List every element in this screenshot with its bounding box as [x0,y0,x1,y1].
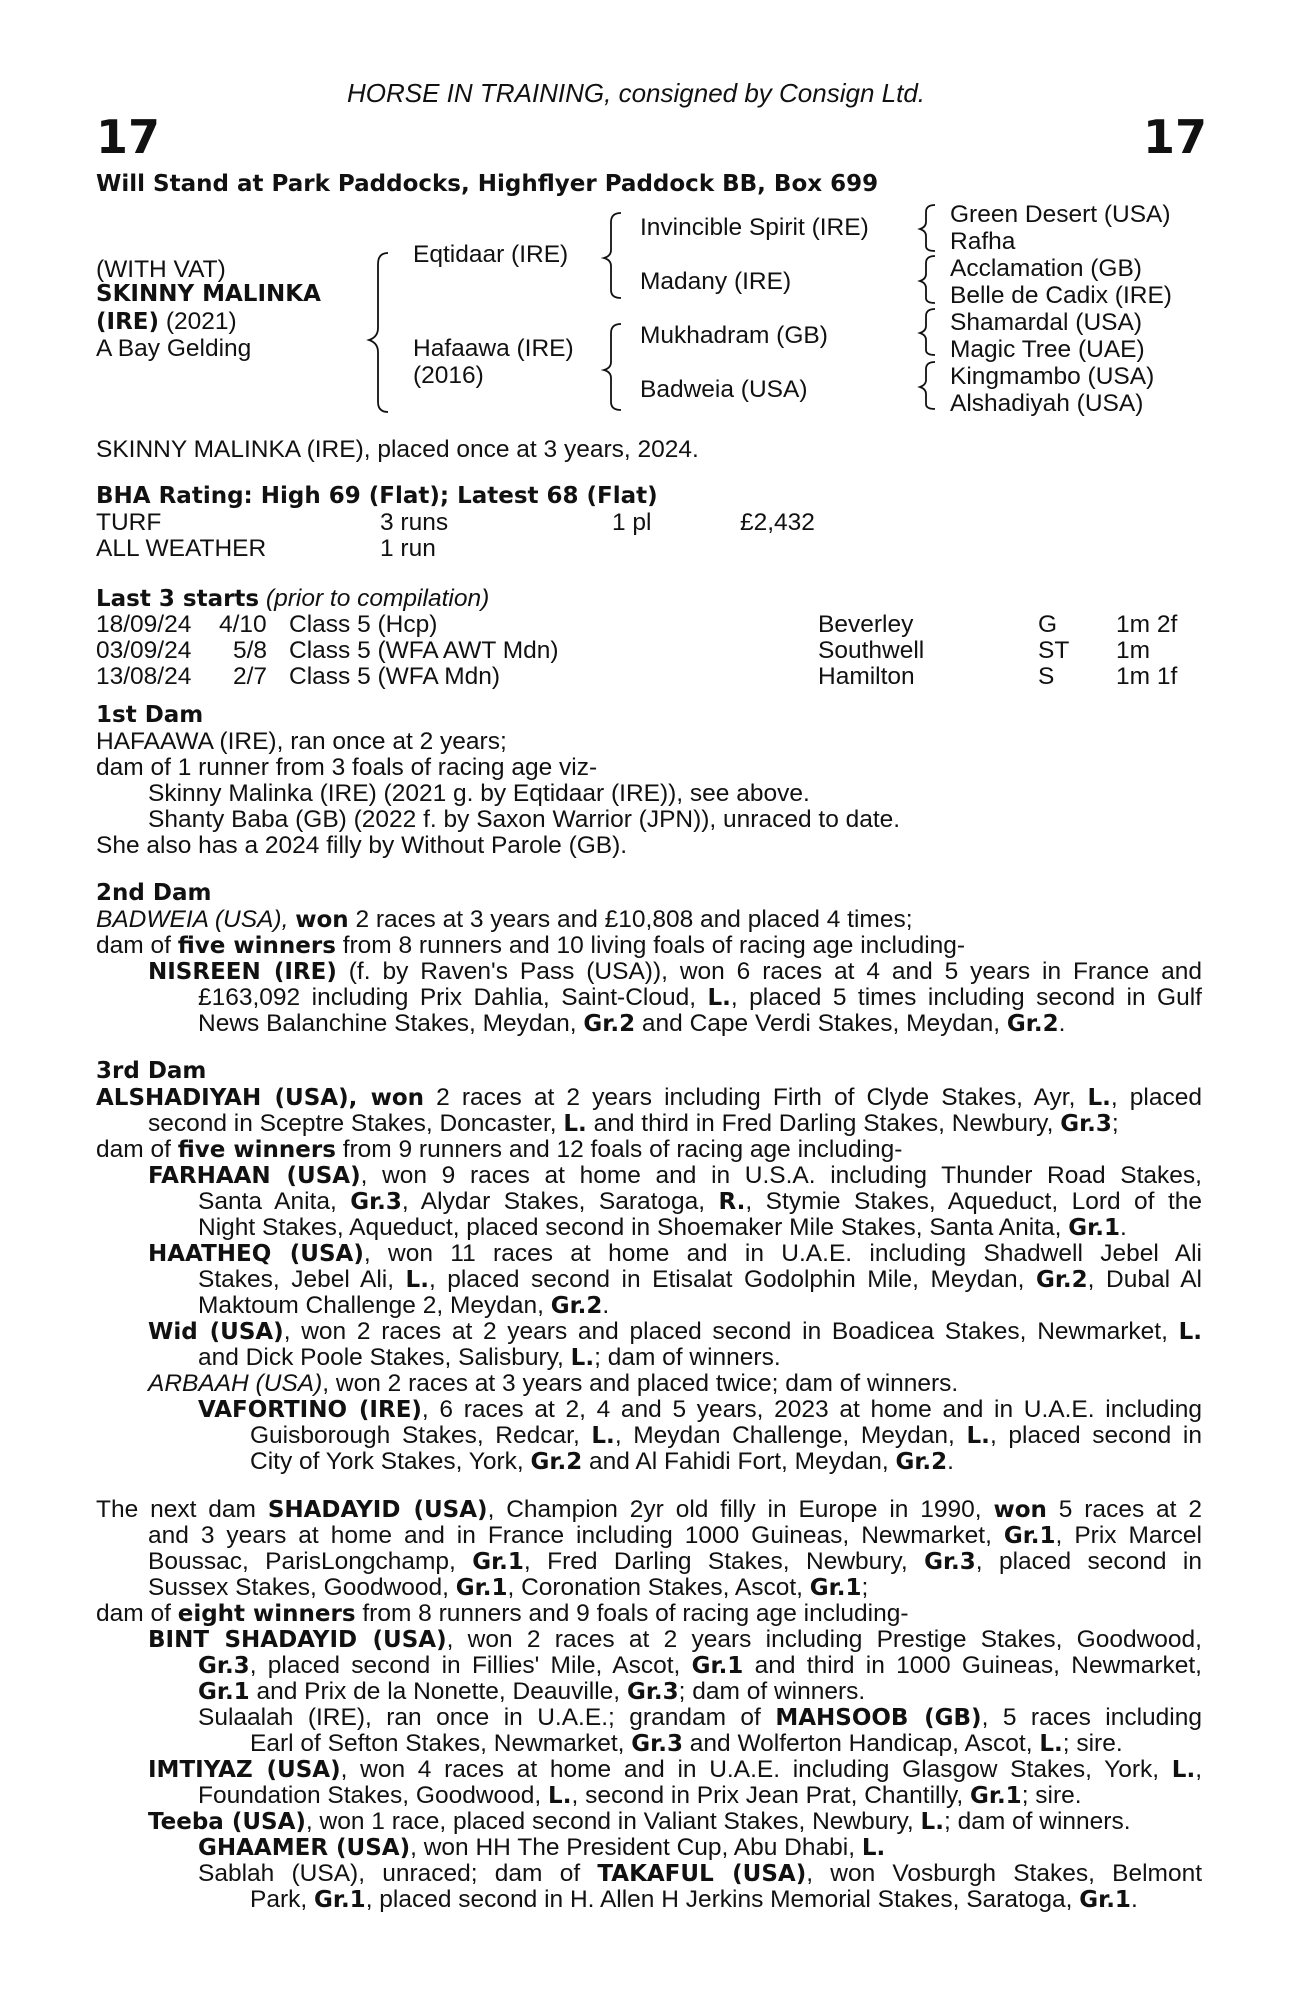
second-dam-line: BADWEIA (USA), won 2 races at 3 years and £10,808 and placed 4 times; [96,906,913,933]
second-dam-produce: News Balanchine Stakes, Meydan, Gr.2 and Cape Verdi Stakes, Meydan, Gr.2. [198,1010,1066,1037]
next-dam-produce: GHAAMER (USA), won HH The President Cup, Abu Dhabi, L. [198,1834,886,1861]
next-dam-produce: Park, Gr.1, placed second in H. Allen H Jerkins Memorial Stakes, Saratoga, Gr.1. [250,1886,1138,1913]
second-dam-heading: 2nd Dam [96,880,212,906]
pedigree-dsd: Magic Tree (UAE) [950,336,1145,363]
third-dam-produce: FARHAAN (USA), won 9 races at home and in U.S.A. including Thunder Road Stakes, [148,1162,1202,1189]
next-dam-produce: Gr.1 and Prix de la Nonette, Deauville, Gr.3; dam of winners. [198,1678,866,1705]
next-dam-line: Boussac, ParisLongchamp, Gr.1, Fred Darling Stakes, Newbury, Gr.3, placed second in [148,1548,1203,1575]
start-course: Hamilton [818,663,915,690]
first-dam-produce: Skinny Malinka (IRE) (2021 g. by Eqtidaar (IRE)), see above. [148,780,810,807]
next-dam-produce: Sablah (USA), unraced; dam of TAKAFUL (USA), won Vosburgh Stakes, Belmont [198,1860,1202,1887]
third-dam-produce: Stakes, Jebel Ali, L., placed second in Etisalat Godolphin Mile, Meydan, Gr.2, Dubal Al [198,1266,1202,1293]
first-dam-produce: Shanty Baba (GB) (2022 f. by Saxon Warrior (JPN)), unraced to date. [148,806,901,833]
lot-number-right: 17 [1143,110,1208,164]
pedigree-ddd: Alshadiyah (USA) [950,390,1144,417]
third-dam-produce: VAFORTINO (IRE), 6 races at 2, 4 and 5 years, 2023 at home and in U.A.E. including [198,1396,1202,1423]
first-dam-heading: 1st Dam [96,702,204,728]
rating-placed: 1 pl [612,509,652,536]
start-going: ST [1038,637,1070,664]
horse-origin-year: (IRE) (2021) [96,308,237,335]
bha-rating: BHA Rating: High 69 (Flat); Latest 68 (Flat) [96,483,658,509]
start-position: 2/7 [233,663,268,690]
start-distance: 1m 2f [1116,611,1178,638]
next-dam-produce: Sulaalah (IRE), ran once in U.A.E.; grandam of MAHSOOB (GB), 5 races including [198,1704,1202,1731]
start-date: 03/09/24 [96,637,192,664]
pedigree-ssd: Rafha [950,228,1016,255]
second-dam-line: dam of five winners from 8 runners and 10 living foals of racing age including- [96,932,966,959]
rating-runs: 1 run [380,535,436,562]
start-position: 4/10 [219,611,267,638]
third-dam-produce: Santa Anita, Gr.3, Alydar Stakes, Saratoga, R., Stymie Stakes, Aqueduct, Lord of the [198,1188,1202,1215]
next-dam-line: The next dam SHADAYID (USA), Champion 2yr old filly in Europe in 1990, won 5 races at 2 [96,1496,1202,1523]
start-going: S [1038,663,1055,690]
third-dam-produce: HAATHEQ (USA), won 11 races at home and in U.A.E. including Shadwell Jebel Ali [148,1240,1202,1267]
next-dam-produce: Earl of Sefton Stakes, Newmarket, Gr.3 and Wolferton Handicap, Ascot, L.; sire. [250,1730,1123,1757]
page-header: HORSE IN TRAINING, consigned by Consign Ltd. [347,78,926,108]
next-dam-line: dam of eight winners from 8 runners and 9 foals of racing age including- [96,1600,909,1627]
next-dam-produce: Teeba (USA), won 1 race, placed second in Valiant Stakes, Newbury, L.; dam of winners. [148,1808,1131,1835]
next-dam-produce: IMTIYAZ (USA), won 4 races at home and in U.A.E. including Glasgow Stakes, York, L., [148,1756,1203,1783]
pedigree-dds: Kingmambo (USA) [950,363,1155,390]
first-dam-line: She also has a 2024 filly by Without Parole (GB). [96,832,628,859]
start-distance: 1m [1116,637,1151,664]
third-dam-line: ALSHADIYAH (USA), won 2 races at 2 years including Firth of Clyde Stakes, Ayr, L., placed [96,1084,1202,1111]
next-dam-produce: Foundation Stakes, Goodwood, L., second in Prix Jean Prat, Chantilly, Gr.1; sire. [198,1782,1082,1809]
start-going: G [1038,611,1058,638]
start-date: 18/09/24 [96,611,192,638]
third-dam-produce: City of York Stakes, York, Gr.2 and Al Fahidi Fort, Meydan, Gr.2. [250,1448,954,1475]
rating-surface: TURF [96,509,162,536]
pedigree-sss: Green Desert (USA) [950,201,1171,228]
start-date: 13/08/24 [96,663,192,690]
pedigree-sdd: Belle de Cadix (IRE) [950,282,1172,309]
pedigree-dam-sire: Mukhadram (GB) [640,322,828,349]
race-summary: SKINNY MALINKA (IRE), placed once at 3 years, 2024. [96,436,699,463]
last-starts-heading: Last 3 starts (prior to compilation) [96,585,490,612]
start-course: Southwell [818,637,925,664]
pedigree-sire: Eqtidaar (IRE) [413,241,569,268]
pedigree-sire-dam: Madany (IRE) [640,268,792,295]
start-race: Class 5 (Hcp) [289,611,438,638]
second-dam-produce: NISREEN (IRE) (f. by Raven's Pass (USA)), won 6 races at 4 and 5 years in France and [148,958,1203,985]
rating-surface: ALL WEATHER [96,535,267,562]
second-dam-produce: £163,092 including Prix Dahlia, Saint-Cloud, L., placed 5 times including second in Gulf [198,984,1202,1011]
stabling-line: Will Stand at Park Paddocks, Highflyer Paddock BB, Box 699 [96,171,879,197]
horse-name: SKINNY MALINKA [96,281,321,307]
rating-runs: 3 runs [380,509,449,536]
lot-number-left: 17 [96,110,161,164]
next-dam-line: Sussex Stakes, Goodwood, Gr.1, Coronation Stakes, Ascot, Gr.1; [148,1574,869,1601]
third-dam-produce: Maktoum Challenge 2, Meydan, Gr.2. [198,1292,610,1319]
horse-description: A Bay Gelding [96,335,252,362]
start-race: Class 5 (WFA Mdn) [289,663,501,690]
third-dam-produce: and Dick Poole Stakes, Salisbury, L.; dam of winners. [198,1344,781,1371]
third-dam-line: dam of five winners from 9 runners and 12 foals of racing age including- [96,1136,903,1163]
first-dam-line: HAFAAWA (IRE), ran once at 2 years; [96,728,507,755]
vat-note: (WITH VAT) [96,256,226,283]
third-dam-line: second in Sceptre Stakes, Doncaster, L. and third in Fred Darling Stakes, Newbury, Gr.3; [148,1110,1119,1137]
third-dam-produce: Guisborough Stakes, Redcar, L., Meydan Challenge, Meydan, L., placed second in [250,1422,1202,1449]
rating-earnings: £2,432 [740,509,815,536]
third-dam-produce: Night Stakes, Aqueduct, placed second in Shoemaker Mile Stakes, Santa Anita, Gr.1. [198,1214,1127,1241]
pedigree-sds: Acclamation (GB) [950,255,1142,282]
pedigree-dss: Shamardal (USA) [950,309,1142,336]
third-dam-heading: 3rd Dam [96,1058,207,1084]
third-dam-produce: Wid (USA), won 2 races at 2 years and placed second in Boadicea Stakes, Newmarket, L. [148,1318,1202,1345]
third-dam-produce: ARBAAH (USA), won 2 races at 3 years and placed twice; dam of winners. [148,1370,959,1397]
pedigree-dam-year: (2016) [413,362,484,389]
next-dam-produce: Gr.3, placed second in Fillies' Mile, Ascot, Gr.1 and third in 1000 Guineas, Newmarket, [198,1652,1202,1679]
pedigree-dam-dam: Badweia (USA) [640,376,808,403]
pedigree-sire-sire: Invincible Spirit (IRE) [640,214,869,241]
start-course: Beverley [818,611,914,638]
pedigree-dam: Hafaawa (IRE) [413,335,574,362]
first-dam-line: dam of 1 runner from 3 foals of racing age viz- [96,754,598,781]
start-position: 5/8 [233,637,268,664]
start-race: Class 5 (WFA AWT Mdn) [289,637,559,664]
next-dam-produce: BINT SHADAYID (USA), won 2 races at 2 years including Prestige Stakes, Goodwood, [148,1626,1202,1653]
next-dam-line: and 3 years at home and in France including 1000 Guineas, Newmarket, Gr.1, Prix Marcel [148,1522,1202,1549]
start-distance: 1m 1f [1116,663,1178,690]
